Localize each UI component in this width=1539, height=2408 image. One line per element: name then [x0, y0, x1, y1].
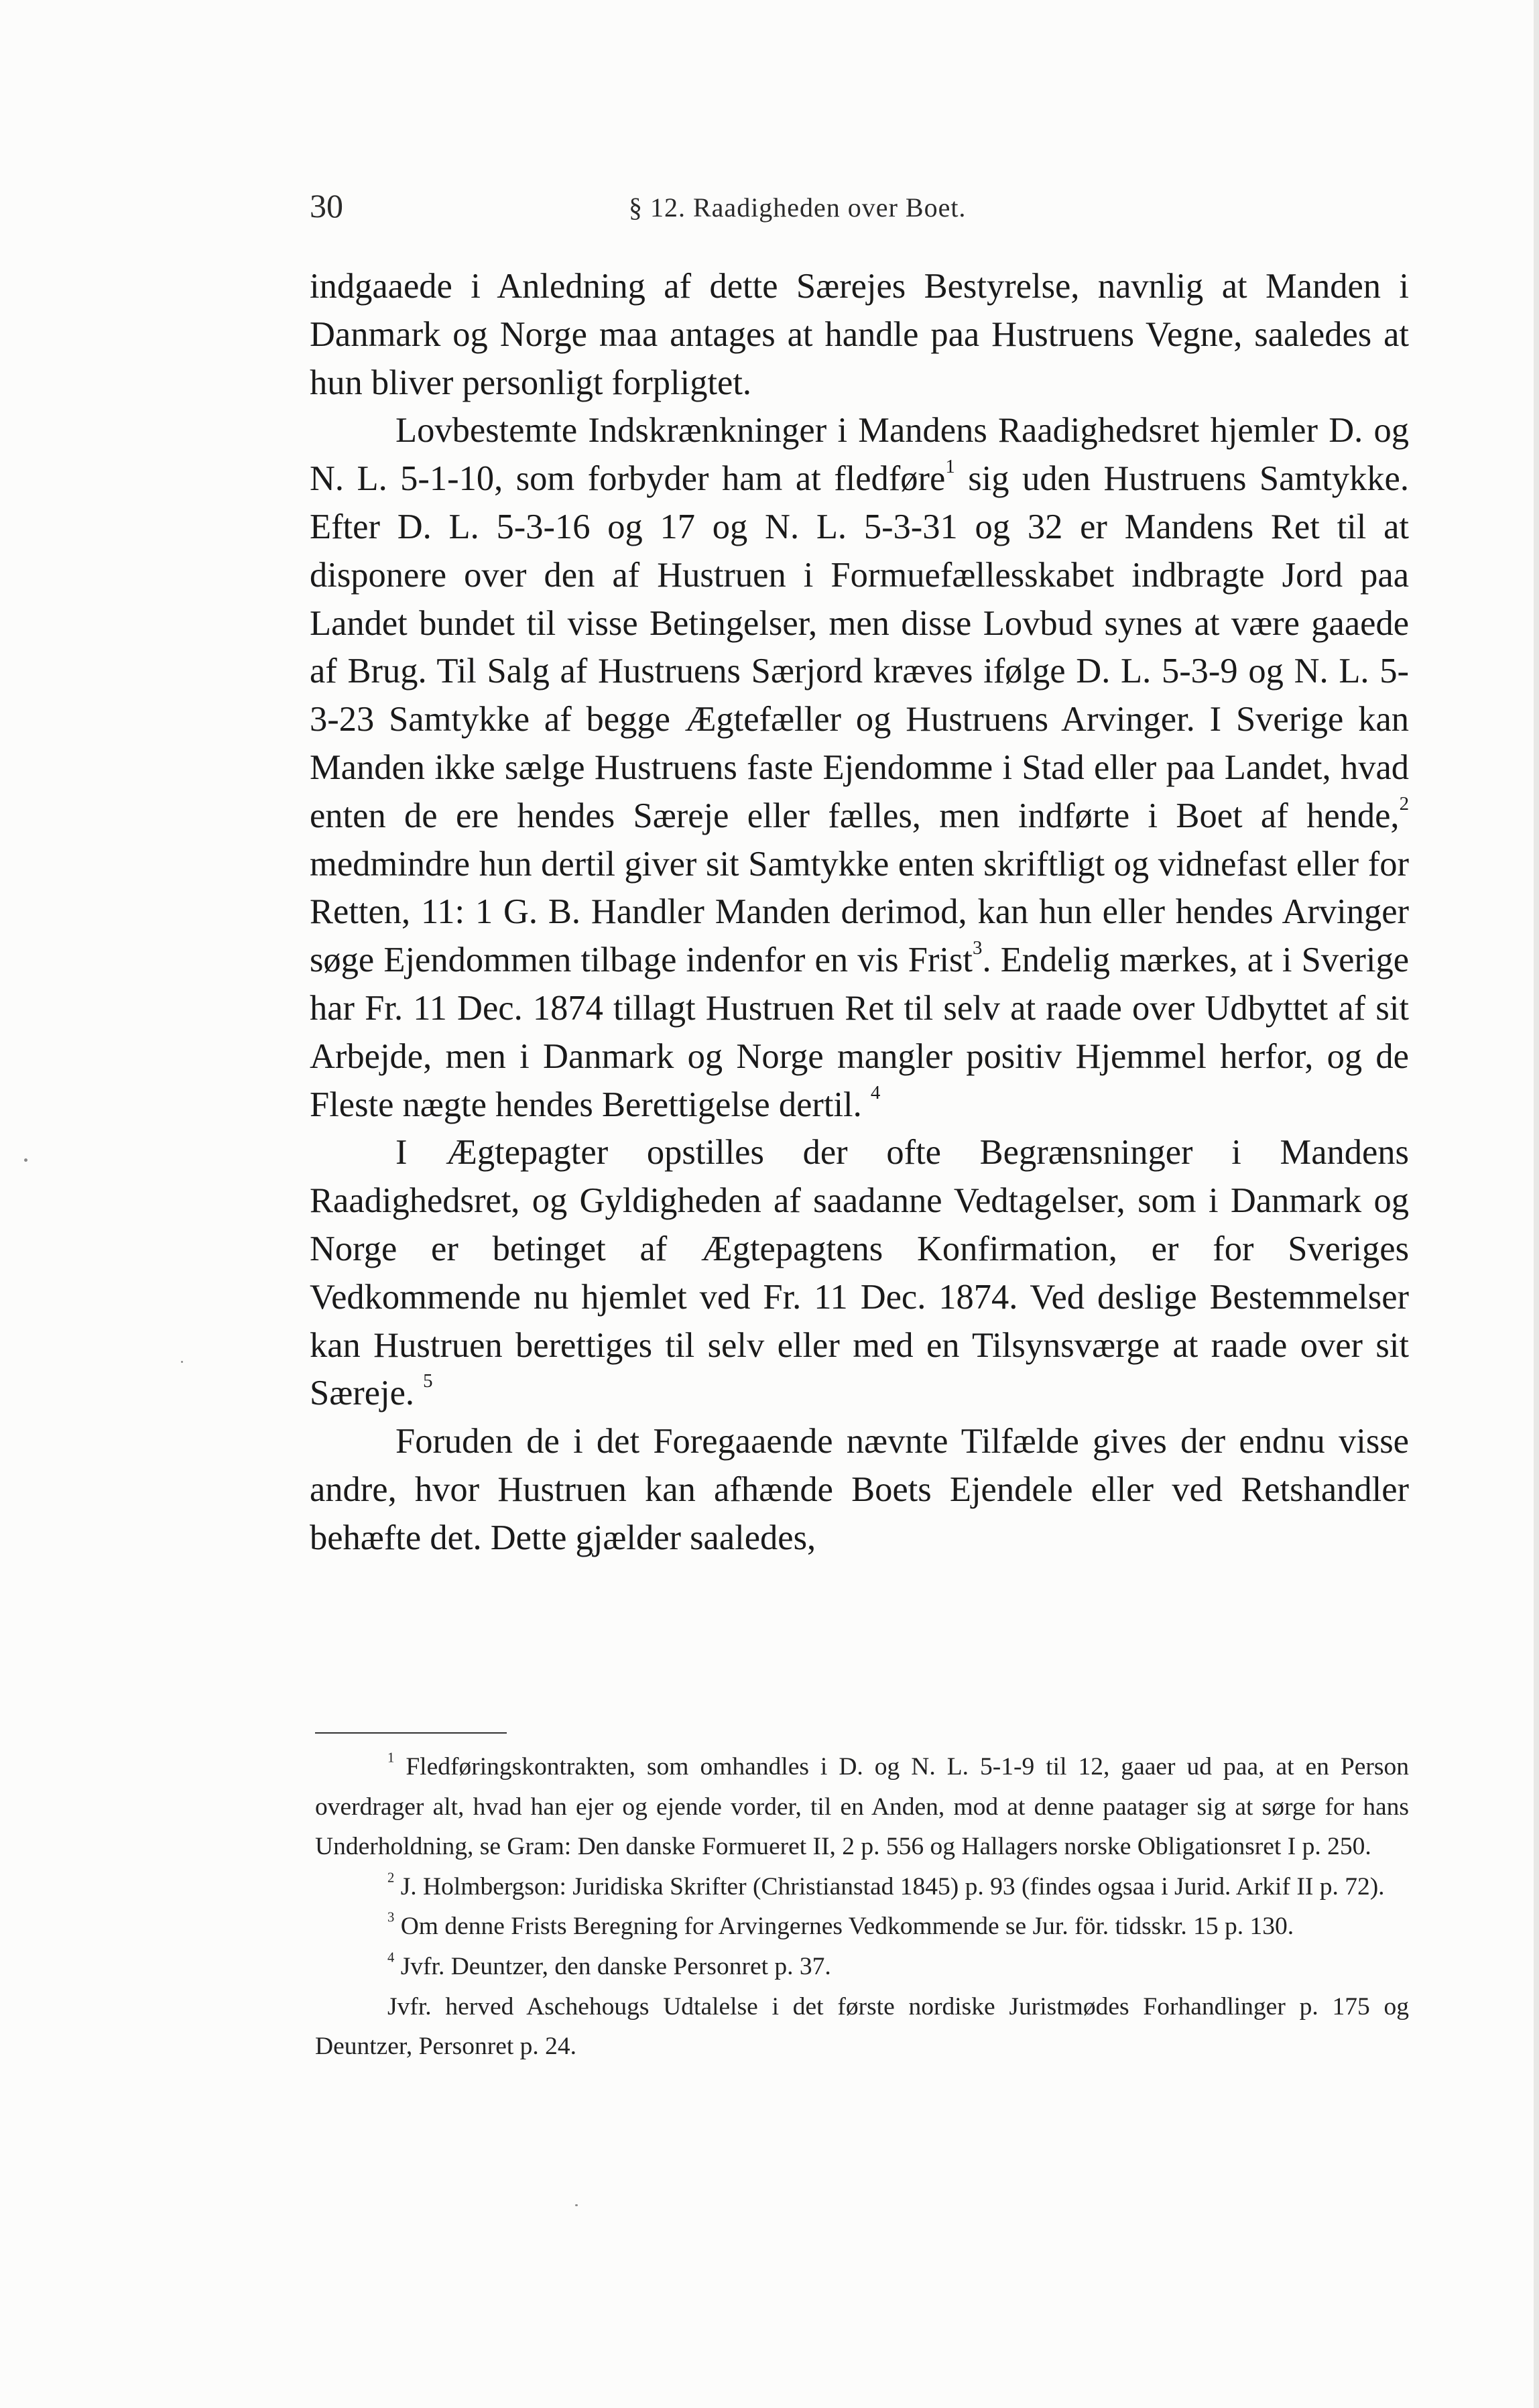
footnote-marker-2: 2	[387, 1870, 395, 1886]
note-ref-3: 3	[973, 937, 983, 959]
footnote-3	[315, 1907, 1409, 1947]
page-number: 30	[310, 187, 343, 225]
paper-speck	[575, 2204, 578, 2206]
paragraph-2-part-1: Lovbestemte Indskrænkninger i Mandens Raadighedsret hjemler D. og N. L. 5-1-10, som forbyder ham at fledføre	[310, 411, 1409, 499]
paragraph-4: Foruden de i det Foregaaende nævnte Tilfælde gives der endnu visse andre, hvor Hustruen kan afhænde Boets Ejendele eller ved Retshandler behæfte det. Dette gjælder saaledes,	[310, 1422, 1409, 1557]
main-text	[310, 263, 1409, 1563]
paper-speck	[181, 1361, 183, 1363]
running-title: § 12. Raadigheden over Boet.	[629, 192, 967, 223]
page-header	[310, 186, 1409, 233]
footnote-5	[315, 1987, 1409, 2067]
footnote-marker-1: 1	[387, 1750, 395, 1766]
note-ref-5: 5	[423, 1370, 433, 1392]
note-ref-1: 1	[945, 456, 955, 478]
footnote-marker-3: 3	[387, 1910, 395, 1925]
note-ref-4: 4	[870, 1081, 881, 1103]
footnote-text-1: Fledføringskontrakten, som omhandles i D. og N. L. 5-1-9 til 12, gaaer ud paa, at en Person overdrager alt, hvad han ejer og ejende vorder, til en Anden, mod at denne paatager sig at sørge for hans Underholdning, se Gram: Den danske Formueret II, 2 p. 556 og Hallagers norske Obligationsret I p. 250.	[315, 1753, 1409, 1861]
paragraph-2-part-4: . Endelig mærkes, at i Sverige har Fr. 11 Dec. 1874 tillagt Hustruen Ret til selv at raade over Udbyttet af sit Arbejde, men i Danmark og Norge mangler positiv Hjemmel herfor, og de Fleste nægte hendes Berettigelse dertil.	[310, 941, 1409, 1124]
footnote-divider	[315, 1732, 507, 1734]
footnote-text-2: J. Holmbergson: Juridiska Skrifter (Christianstad 1845) p. 93 (findes ogsaa i Jurid. Arkif II p. 72).	[400, 1872, 1385, 1901]
paragraph-2-part-3: medmindre hun dertil giver sit Samtykke enten skriftligt og vidnefast eller for Retten, 11: 1 G. B. Handler Manden derimod, kan hun eller hendes Arvinger søge Ejendommen tilbage indenfor en vis Frist	[310, 844, 1409, 980]
paragraph-3-text: I Ægtepagter opstilles der ofte Begrænsninger i Mandens Raadighedsret, og Gyldigheden af saadanne Vedtagelser, som i Danmark og Norge er betinget af Ægtepagtens Konfirmation, er for Sveriges Vedkommende nu hjemlet ved Fr. 11 Dec. 1874. Ved deslige Bestemmelser kan Hustruen berettiges til selv eller med en Tilsynsværge at raade over sit Særeje.	[310, 1133, 1409, 1413]
footnote-text-5: Jvfr. herved Aschehougs Udtalelse i det første nordiske Juristmødes Forhandlinger p. 175 og Deuntzer, Personret p. 24.	[315, 1992, 1409, 2061]
paper-speck	[24, 1158, 27, 1162]
paragraph-1: indgaaede i Anledning af dette Særejes Bestyrelse, navnlig at Manden i Danmark og Norge maa antages at handle paa Hustruens Vegne, saaledes at hun bliver personligt forpligtet.	[310, 267, 1409, 402]
paragraph-2-part-2: sig uden Hustruens Samtykke. Efter D. L. 5-3-16 og 17 og N. L. 5-3-31 og 32 er Mandens Ret til at disponere over den af Hustruen i Formuefællesskabet indbragte Jord paa Landet bundet til visse Betingelser, men disse Lovbud synes at være gaaede af Brug. Til Salg af Hustruens Særjord kræves ifølge D. L. 5-3-9 og N. L. 5-3-23 Samtykke af begge Ægtefæller og Hustruens Arvinger. I Sverige kan Manden ikke sælge Hustruens faste Ejendomme i Stad eller paa Landet, hvad enten de ere hendes Særeje eller fælles, men indførte i Boet af hende,	[310, 459, 1409, 835]
footnote-4	[315, 1947, 1409, 1987]
footnote-2	[315, 1867, 1409, 1907]
paragraph-2	[310, 407, 1409, 1129]
footnotes	[315, 1747, 1409, 2067]
footnote-1	[315, 1747, 1409, 1867]
footnote-marker-4: 4	[387, 1950, 395, 1966]
paragraph-3	[310, 1129, 1409, 1418]
note-ref-2: 2	[1399, 792, 1409, 815]
footnote-text-4: Jvfr. Deuntzer, den danske Personret p. 37.	[400, 1952, 831, 1980]
footnote-text-3: Om denne Frists Beregning for Arvingernes Vedkommende se Jur. för. tidsskr. 15 p. 130.	[400, 1913, 1294, 1941]
